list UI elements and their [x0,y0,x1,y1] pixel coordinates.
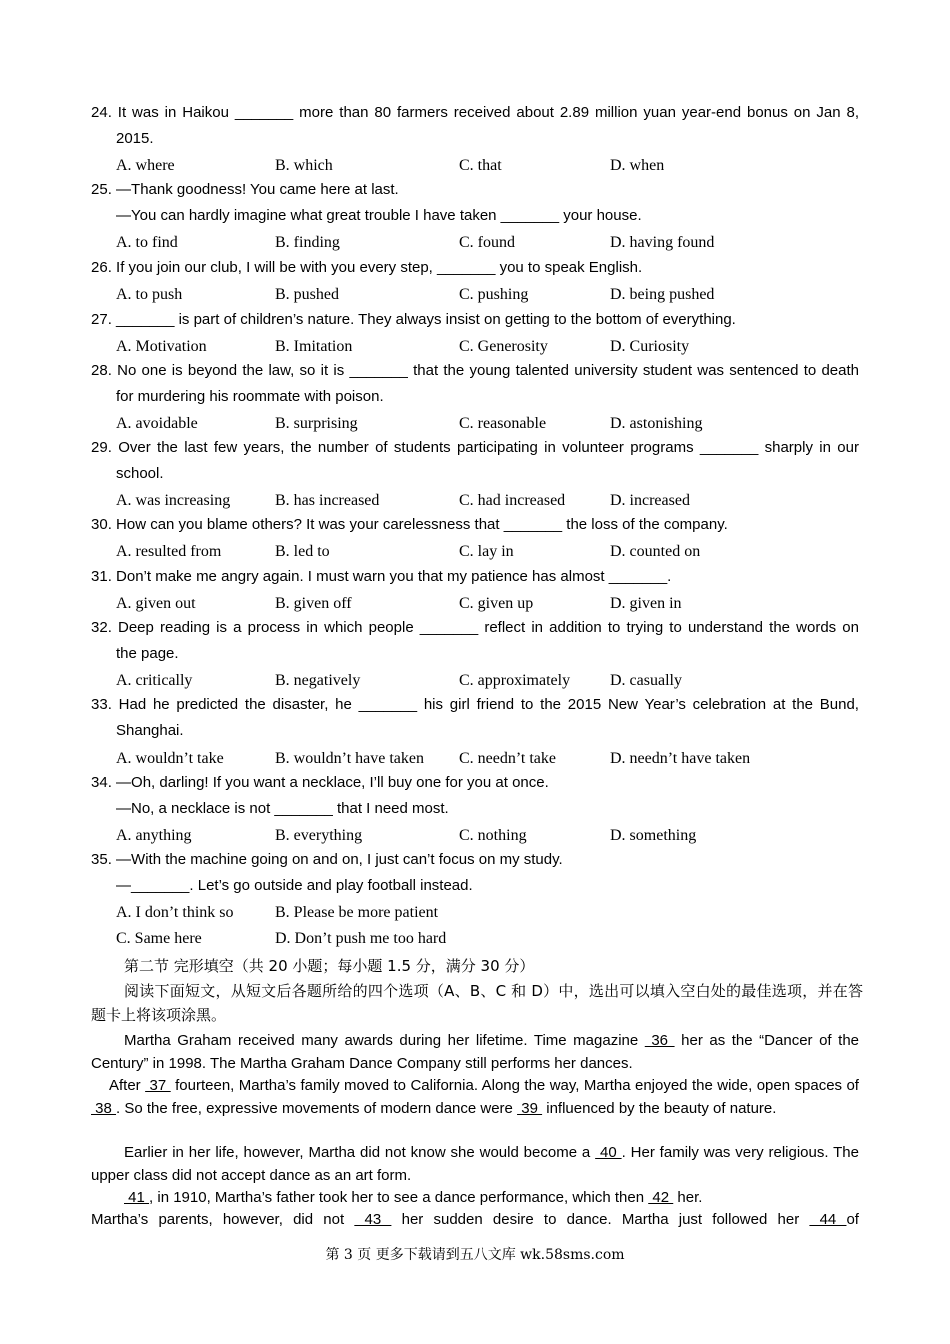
option-c: C. found [459,234,515,251]
blank-44: 44 [809,1211,847,1228]
question-24-cont: 2015. [116,130,154,147]
question-32: 32. Deep reading is a process in which people _______ reflect in addition to trying to understand the words on [91,619,859,636]
option-a: A. given out [116,595,196,612]
question-35-cont: —_______. Let’s go outside and play football instead. [116,877,473,894]
option-c: C. that [459,157,502,174]
option-c: C. approximately [459,672,571,689]
question-24: 24. It was in Haikou _______ more than 80 farmers received about 2.89 million yuan year-end bonus on Jan 8, [91,104,859,121]
question-25-options [116,231,859,255]
option-b: B. finding [275,234,340,251]
option-c: C. nothing [459,827,527,844]
option-d: D. increased [610,492,690,509]
option-a: A. avoidable [116,415,198,432]
option-a: A. wouldn’t take [116,750,224,767]
question-35-options-row2 [116,927,859,951]
section-title: 第二节 完形填空（共 20 小题；每小题 1.5 分，满分 30 分） [124,957,535,975]
question-25: 25. —Thank goodness! You came here at last. [91,181,399,198]
question-26: 26. If you join our club, I will be with you every step, _______ you to speak English. [91,259,643,276]
question-30-options [116,540,859,564]
option-d: D. Don’t push me too hard [275,930,447,947]
option-d: D. when [610,157,665,174]
option-b: B. negatively [275,672,361,689]
blank-38: 38 [91,1099,117,1117]
option-b: B. which [275,157,333,174]
option-c: C. had increased [459,492,566,509]
option-d: D. needn’t have taken [610,750,751,767]
option-d: D. Curiosity [610,338,690,355]
question-25-cont: —You can hardly imagine what great trouble I have taken _______ your house. [116,207,642,224]
page-footer: 第 3 页 更多下载请到五八文库 wk.58sms.com [325,1247,625,1263]
question-29-cont: school. [116,465,164,482]
option-a: A. to find [116,234,178,251]
option-c: C. pushing [459,286,529,303]
blank-41: 41 [124,1189,150,1206]
blank-39: 39 [517,1099,543,1117]
question-28: 28. No one is beyond the law, so it is _______ that the young talented university student was sentenced to death [91,362,859,379]
question-33-options [116,747,859,771]
question-31: 31. Don’t make me angry again. I must warn you that my patience has almost _______. [91,568,672,585]
question-33-cont: Shanghai. [116,722,184,739]
option-b: B. Please be more patient [275,904,439,921]
option-c: C. reasonable [459,415,547,432]
passage-paragraph-2: After 37 fourteen, Martha’s family moved to California. Along the way, Martha enjoyed the wide, open spaces of 38 . So the free, expressive movements of modern dance were 39 influenced by the beauty of nature. [91,1077,859,1117]
question-32-options [116,669,859,693]
question-35: 35. —With the machine going on and on, I just can’t focus on my study. [91,851,563,868]
question-27: 27. _______ is part of children’s nature. They always insist on getting to the bottom of everything. [91,311,736,328]
passage-paragraph-5: Martha’s parents, however, did not 43 her sudden desire to dance. Martha just followed her 44 of [91,1211,859,1228]
question-34-cont: —No, a necklace is not _______ that I need most. [116,800,449,817]
section-instructions: 阅读下面短文，从短文后各题所给的四个选项（A、B、C 和 D）中，选出可以填入空白处的最佳选项，并在答题卡上将该项涂黑。 [91,982,863,1024]
blank-36: 36 [644,1032,675,1049]
question-34: 34. —Oh, darling! If you want a necklace, I’ll buy one for you at once. [91,774,549,791]
option-d: D. counted on [610,543,701,560]
option-d: D. having found [610,234,715,251]
option-d: D. something [610,827,697,844]
option-b: B. everything [275,827,363,844]
passage-paragraph-1: Martha Graham received many awards during her lifetime. Time magazine 36 her as the “Dancer of the Century” in 1998. The Martha Graham Dance Company still performs her dances. [91,1032,860,1072]
option-b: B. wouldn’t have taken [275,750,425,767]
question-32-cont: the page. [116,645,179,662]
option-d: D. given in [610,595,682,612]
question-29-options [116,489,859,513]
question-24-options [116,154,859,178]
blank-37: 37 [145,1077,171,1094]
question-26-options [116,283,859,307]
question-35-options-row1 [116,901,859,925]
option-a: A. critically [116,672,193,689]
option-d: D. being pushed [610,286,715,303]
question-31-options [116,592,859,616]
passage-paragraph-3: Earlier in her life, however, Martha did not know she would become a 40 . Her family was very religious. The upper class did not accept dance as an art form. [91,1144,859,1184]
option-b: B. has increased [275,492,380,509]
blank-40: 40 [595,1144,622,1161]
option-a: A. where [116,157,175,174]
question-30: 30. How can you blame others? It was your carelessness that _______ the loss of the company. [91,516,728,533]
question-28-options [116,412,859,436]
option-a: A. to push [116,286,183,303]
option-c: C. Same here [116,930,202,947]
question-33: 33. Had he predicted the disaster, he _______ his girl friend to the 2015 New Year’s celebration at the Bund, [91,696,859,713]
blank-43: 43 [354,1211,392,1228]
option-d: D. casually [610,672,682,689]
question-29: 29. Over the last few years, the number of students participating in volunteer programs _______ sharply in our [91,439,859,456]
option-a: A. resulted from [116,543,222,560]
option-c: C. given up [459,595,534,612]
option-a: A. anything [116,827,192,844]
option-a: A. was increasing [116,492,231,509]
option-c: C. Generosity [459,338,548,355]
option-c: C. lay in [459,543,514,560]
option-b: B. pushed [275,286,339,303]
option-c: C. needn’t take [459,750,557,767]
question-34-options [116,824,859,848]
option-b: B. surprising [275,415,358,432]
question-27-options [116,335,859,359]
option-b: B. led to [275,543,330,560]
passage-paragraph-4: 41 , in 1910, Martha’s father took her to see a dance performance, which then 42 her. [124,1189,703,1206]
option-a: A. Motivation [116,338,207,355]
option-b: B. Imitation [275,338,353,355]
option-b: B. given off [275,595,352,612]
blank-42: 42 [648,1189,674,1206]
option-a: A. I don’t think so [116,904,234,921]
question-28-cont: for murdering his roommate with poison. [116,388,384,405]
option-d: D. astonishing [610,415,703,432]
